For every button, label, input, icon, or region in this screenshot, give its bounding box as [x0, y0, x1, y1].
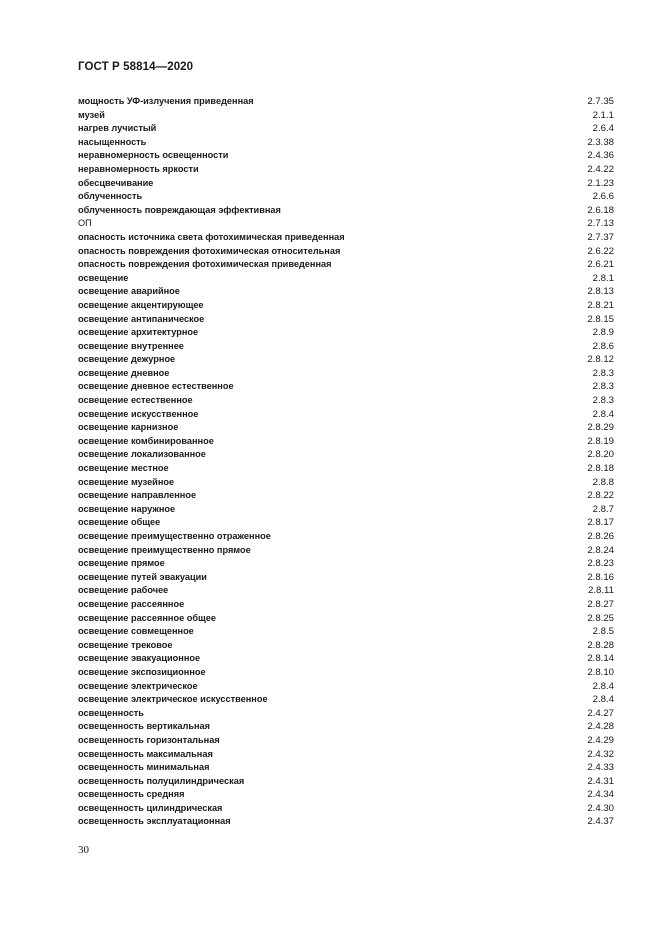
index-term: музей	[78, 109, 105, 120]
index-entry	[78, 448, 614, 462]
index-entry	[78, 245, 614, 259]
index-term: освещение аварийное	[78, 286, 180, 297]
index-entry	[78, 421, 614, 435]
index-term: ОП	[78, 218, 92, 229]
index-term: освещение совмещенное	[78, 626, 194, 637]
index-reference: 2.8.18	[587, 463, 614, 475]
index-reference: 2.4.31	[587, 775, 614, 787]
index-entry	[78, 285, 614, 299]
index-entry	[78, 163, 614, 177]
index-entry	[78, 217, 614, 231]
index-term: освещение рассеянное общее	[78, 612, 217, 623]
index-term: освещение музейное	[78, 476, 175, 487]
index-entry	[78, 394, 614, 408]
index-term: освещение электрическое	[78, 680, 198, 691]
index-term: освещенность цилиндрическая	[78, 802, 223, 813]
index-entry	[78, 666, 614, 680]
index-term: освещение общее	[78, 517, 161, 528]
index-entry	[78, 544, 614, 558]
index-term: освещение дежурное	[78, 354, 176, 365]
index-reference: 2.8.17	[587, 517, 614, 529]
index-reference: 2.8.26	[587, 531, 614, 542]
index-entry	[78, 272, 614, 286]
index-reference: 2.8.25	[587, 612, 614, 624]
index-term: освещение рассеянное	[78, 598, 185, 609]
index-entry	[78, 530, 614, 544]
index-entry	[78, 435, 614, 449]
index-term: опасность повреждения фотохимическая приведенная	[78, 259, 332, 270]
index-reference: 2.8.13	[587, 286, 614, 298]
index-entry	[78, 802, 614, 816]
index-reference: 2.7.35	[587, 96, 614, 107]
index-reference: 2.8.28	[587, 639, 614, 651]
index-entry	[78, 353, 614, 367]
index-reference: 2.7.37	[587, 231, 614, 243]
index-reference: 2.8.12	[587, 354, 614, 366]
index-entry	[78, 815, 614, 829]
index-entry	[78, 734, 614, 748]
index-reference: 2.6.22	[587, 245, 614, 257]
index-term: освещение локализованное	[78, 449, 206, 460]
index-entry	[78, 340, 614, 354]
index-term: освещение антипаническое	[78, 313, 205, 324]
index-term: освещение архитектурное	[78, 327, 199, 338]
index-term: освещенность максимальная	[78, 748, 213, 759]
index-entry	[78, 476, 614, 490]
index-reference: 2.8.8	[592, 476, 614, 488]
index-entry	[78, 584, 614, 598]
index-entry	[78, 136, 614, 150]
index-reference: 2.8.9	[592, 327, 614, 339]
index-entry	[78, 231, 614, 245]
index-reference: 2.8.29	[587, 422, 614, 434]
index-reference: 2.1.23	[587, 177, 614, 189]
index-term: освещенность полуцилиндрическая	[78, 775, 245, 786]
index-term: обесцвечивание	[78, 177, 154, 188]
index-entry	[78, 190, 614, 204]
index-reference: 2.6.6	[592, 191, 614, 203]
index-term: освещение прямое	[78, 558, 165, 569]
index-reference: 2.3.38	[587, 136, 614, 148]
index-entry	[78, 612, 614, 626]
index-term: освещение естественное	[78, 395, 193, 406]
index-reference: 2.8.23	[587, 558, 614, 570]
index-reference: 2.4.28	[587, 721, 614, 733]
index-entry	[78, 204, 614, 218]
index-term: освещение преимущественно прямое	[78, 544, 251, 555]
index-reference: 2.8.3	[592, 395, 614, 407]
index-entry	[78, 109, 614, 123]
index-entry	[78, 258, 614, 272]
index-reference: 2.8.19	[587, 435, 614, 447]
index-term: освещение электрическое искусственное	[78, 694, 268, 705]
index-term: освещение преимущественно отраженное	[78, 531, 271, 541]
index-reference: 2.4.34	[587, 789, 614, 801]
index-reference: 2.8.14	[587, 653, 614, 665]
index-entry	[78, 503, 614, 517]
index-entry	[78, 652, 614, 666]
index-entry	[78, 95, 614, 109]
index-reference: 2.4.27	[587, 707, 614, 719]
index-term: освещение эвакуационное	[78, 653, 201, 664]
index-entry	[78, 720, 614, 734]
index-reference: 2.6.4	[592, 123, 614, 135]
index-entry	[78, 367, 614, 381]
index-reference: 2.8.3	[592, 381, 614, 393]
index-term: опасность источника света фотохимическая приведенная	[78, 231, 345, 242]
index-term: освещенность минимальная	[78, 762, 210, 773]
index-reference: 2.6.21	[587, 259, 614, 271]
index-reference: 2.8.4	[592, 408, 614, 420]
index-reference: 2.4.32	[587, 748, 614, 760]
index-term: освещение	[78, 272, 129, 283]
index-term: опасность повреждения фотохимическая относительная	[78, 245, 341, 256]
index-entry	[78, 313, 614, 327]
index-term: освещенность горизонтальная	[78, 734, 220, 745]
index-reference: 2.8.5	[592, 626, 614, 638]
index-reference: 2.8.4	[592, 680, 614, 692]
index-entry	[78, 693, 614, 707]
index-entry	[78, 122, 614, 136]
index-reference: 2.8.27	[587, 598, 614, 610]
index-reference: 2.4.29	[587, 734, 614, 746]
index-term: освещенность	[78, 707, 144, 718]
index-entry	[78, 748, 614, 762]
index-reference: 2.8.21	[587, 299, 614, 311]
index-entry	[78, 408, 614, 422]
index-entry	[78, 707, 614, 721]
index-reference: 2.7.13	[587, 218, 614, 230]
index-entry	[78, 639, 614, 653]
index-reference: 2.4.36	[587, 150, 614, 162]
index-term: освещение трековое	[78, 639, 173, 650]
index-reference: 2.8.4	[592, 694, 614, 706]
index-entry	[78, 775, 614, 789]
index-term: освещение акцентирующее	[78, 299, 204, 310]
index-term: освещение карнизное	[78, 422, 179, 433]
index-term: освещение направленное	[78, 490, 197, 501]
term-index-list	[78, 95, 614, 829]
index-reference: 2.8.3	[592, 367, 614, 379]
index-entry	[78, 489, 614, 503]
index-term: освещение комбинированное	[78, 435, 214, 446]
index-term: освещение дневное естественное	[78, 381, 234, 392]
index-term: освещение местное	[78, 463, 169, 474]
index-reference: 2.4.22	[587, 163, 614, 175]
index-term: освещение наружное	[78, 503, 176, 514]
index-term: освещение рабочее	[78, 585, 169, 596]
index-entry	[78, 149, 614, 163]
index-term: освещение искусственное	[78, 408, 199, 419]
index-entry	[78, 462, 614, 476]
index-reference: 2.1.1	[592, 109, 614, 121]
index-reference: 2.8.16	[587, 571, 614, 583]
index-reference: 2.8.7	[592, 503, 614, 515]
index-entry	[78, 516, 614, 530]
index-term: освещение экспозиционное	[78, 666, 206, 677]
index-entry	[78, 598, 614, 612]
index-entry	[78, 680, 614, 694]
index-term: насыщенность	[78, 136, 147, 147]
index-entry	[78, 571, 614, 585]
page-number: 30	[78, 844, 89, 856]
index-reference: 2.8.24	[587, 544, 614, 556]
index-entry	[78, 557, 614, 571]
index-entry	[78, 177, 614, 191]
index-entry	[78, 761, 614, 775]
index-reference: 2.8.1	[592, 272, 614, 284]
index-term: освещенность средняя	[78, 789, 185, 800]
index-reference: 2.8.20	[587, 449, 614, 461]
index-reference: 2.6.18	[587, 204, 614, 216]
index-term: неравномерность освещенности	[78, 150, 229, 161]
document-header: ГОСТ Р 58814—2020	[78, 61, 194, 73]
index-term: освещенность эксплуатационная	[78, 816, 231, 827]
index-term: облученность повреждающая эффективная	[78, 204, 281, 215]
index-term: освещение внутреннее	[78, 340, 184, 351]
index-term: освещение дневное	[78, 367, 170, 378]
index-reference: 2.8.15	[587, 313, 614, 325]
index-reference: 2.4.33	[587, 762, 614, 774]
index-reference: 2.4.30	[587, 802, 614, 814]
index-term: облученность	[78, 191, 143, 202]
index-entry	[78, 326, 614, 340]
index-reference: 2.8.10	[587, 666, 614, 678]
index-entry	[78, 380, 614, 394]
index-reference: 2.8.6	[592, 340, 614, 352]
index-entry	[78, 625, 614, 639]
index-reference: 2.8.11	[588, 585, 614, 597]
index-entry	[78, 788, 614, 802]
index-term: освещенность вертикальная	[78, 721, 210, 732]
index-term: освещение путей эвакуации	[78, 571, 207, 582]
index-term: мощность УФ-излучения приведенная	[78, 96, 254, 106]
index-reference: 2.8.22	[587, 490, 614, 502]
index-entry	[78, 299, 614, 313]
index-reference: 2.4.37	[587, 816, 614, 828]
index-term: неравномерность яркости	[78, 163, 199, 174]
index-term: нагрев лучистый	[78, 123, 157, 134]
